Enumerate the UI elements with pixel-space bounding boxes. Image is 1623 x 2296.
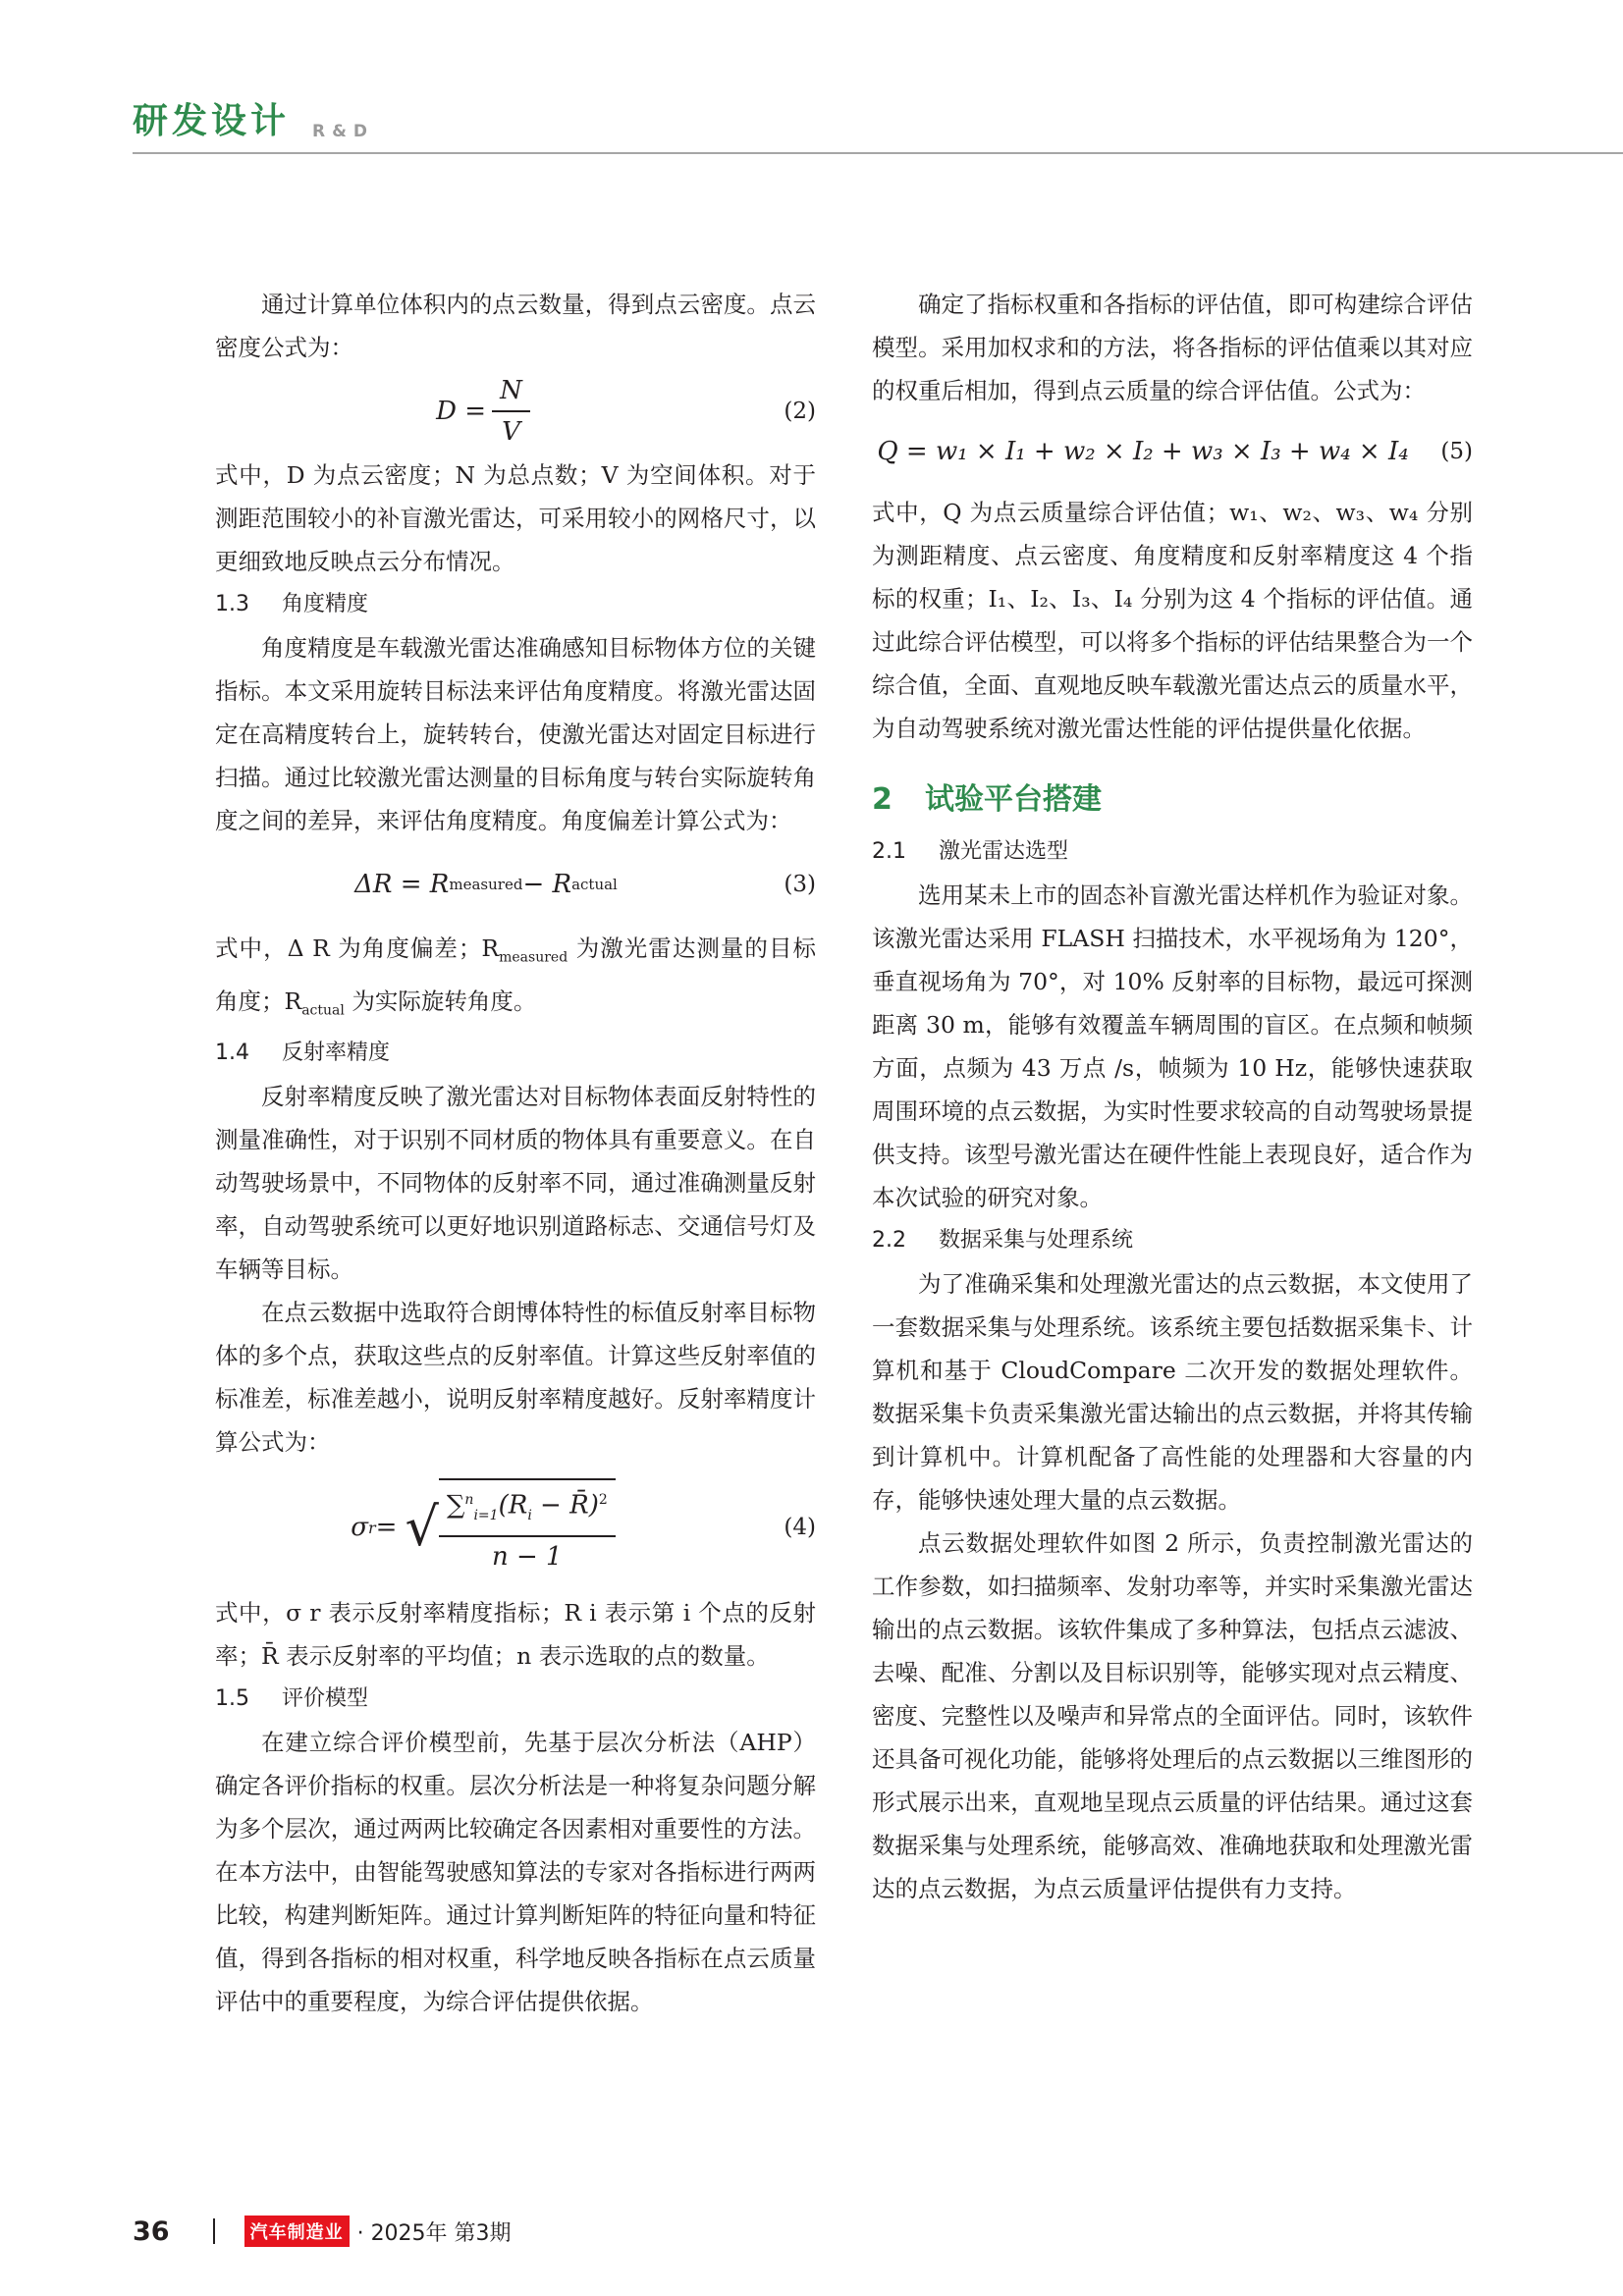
right-column (872, 283, 1473, 1910)
subsection-heading (215, 1678, 816, 1721)
paragraph: 通过计算单位体积内的点云数量，得到点云密度。点云密度公式为： (215, 291, 816, 361)
equation-number: (3) (784, 872, 816, 897)
sqrt-icon: √ (405, 1496, 439, 1559)
fraction-denominator: n − 1 (492, 1542, 563, 1573)
subsection-heading (872, 1219, 1473, 1262)
sum-lower: i=1 (473, 1508, 499, 1524)
section-heading-title: 试验平台搭建 (925, 782, 1102, 817)
section-title: 研发设计 (133, 101, 291, 141)
section-subtitle: R&D (312, 122, 375, 141)
page-footer (133, 2212, 512, 2251)
issue-label: · 2025年 第3期 (356, 2220, 512, 2246)
equation-subscript: r (367, 1518, 376, 1537)
paragraph: 确定了指标权重和各指标的评估值，即可构建综合评估模型。采用加权求和的方法，将各指标的评估值乘以其对应的权重后相加，得到点云质量的综合评估值。公式为： (872, 291, 1473, 404)
subsection-number: 1.3 (215, 592, 249, 616)
paragraph: 式中，σ r 表示反射率精度指标；R i 表示第 i 个点的反射率；R̄ 表示反射率的平均值；n 表示选取的点的数量。 (215, 1599, 816, 1671)
equation-lhs: D = (436, 397, 487, 426)
equation-body: Q = w₁ × I₁ + w₂ × I₂ + w₃ × I₃ + w₄ × I₄ (877, 437, 1409, 466)
subsection-number: 2.1 (872, 839, 906, 864)
fraction-denominator: V (502, 417, 520, 447)
section-heading (872, 770, 1473, 830)
equation-equals: = (375, 1513, 398, 1543)
equation-subscript: measured (449, 876, 523, 893)
subsection-number: 1.5 (215, 1686, 249, 1712)
header-rule (133, 152, 1623, 154)
text-run: 为实际旋转角度。 (344, 987, 537, 1015)
equation-subscript: actual (571, 876, 618, 893)
subsection-heading (872, 830, 1473, 874)
equation-3 (215, 842, 816, 927)
equation-fraction (439, 1478, 616, 1576)
page-number: 36 (133, 2216, 170, 2247)
subscript: actual (301, 1002, 345, 1019)
equation-term: (R (498, 1491, 528, 1522)
journal-logo: 汽车制造业 (244, 2216, 350, 2247)
subsection-heading (215, 1032, 816, 1075)
subsection-title: 角度精度 (282, 592, 369, 616)
paragraph (215, 927, 816, 1032)
subsection-title: 反射率精度 (282, 1041, 391, 1066)
sum-symbol: ∑ (446, 1491, 465, 1522)
subscript: measured (499, 949, 568, 966)
text-run: 为激光雷达测量的目标角度；R (215, 934, 816, 1015)
paragraph: 选用某未上市的固态补盲激光雷达样机作为验证对象。该激光雷达采用 FLASH 扫描技术，水平视场角为 120°，垂直视场角为 70°，对 10% 反射率的目标物，最远可探测距离 30 m，能够有效覆盖车辆周围的盲区。在点频和帧频方面，点频为 43 万点 /s，帧频为 10 Hz，能够快速获取周围环境的点云数据，为实时性要求较高的自动驾驶场景提供支持。该型号激光雷达在硬件性能上表现良好，适合作为本次试验的研究对象。 (872, 881, 1473, 1211)
equation-term: − R (522, 870, 572, 899)
subsection-number: 2.2 (872, 1228, 906, 1253)
sum-upper: n (464, 1492, 474, 1509)
paragraph: 点云数据处理软件如图 2 所示，负责控制激光雷达的工作参数，如扫描频率、发射功率等，并实时采集激光雷达输出的点云数据。该软件集成了多种算法，包括点云滤波、去噪、配准、分割以及目标识别等，能够实现对点云精度、密度、完整性以及噪声和异常点的全面评估。同时，该软件还具备可视化功能，能够将处理后的点云数据以三维图形的形式展示出来，直观地呈现点云质量的评估结果。通过这套数据采集与处理系统，能够高效、准确地获取和处理激光雷达的点云数据，为点云质量评估提供有力支持。 (872, 1529, 1473, 1902)
paragraph: 为了准确采集和处理激光雷达的点云数据，本文使用了一套数据采集与处理系统。该系统主要包括数据采集卡、计算机和基于 CloudCompare 二次开发的数据处理软件。数据采集卡负责采集激光雷达输出的点云数据，并将其传输到计算机中。计算机配备了高性能的处理器和大容量的内存，能够快速处理大量的点云数据。 (872, 1270, 1473, 1514)
paragraph: 反射率精度反映了激光雷达对目标物体表面反射特性的测量准确性，对于识别不同材质的物体具有重要意义。在自动驾驶场景中，不同物体的反射率不同，通过准确测量反射率，自动驾驶系统可以更好地识别道路标志、交通信号灯及车辆等目标。 (215, 1083, 816, 1284)
equation-4 (215, 1464, 816, 1591)
subsection-title: 激光雷达选型 (939, 839, 1069, 864)
fraction-numerator (439, 1480, 616, 1537)
paragraph: 在建立综合评价模型前，先基于层次分析法（AHP）确定各评价指标的权重。层次分析法是一种将复杂问题分解为多个层次，通过两两比较确定各因素相对重要性的方法。在本方法中，由智能驾驶感知算法的专家对各指标进行两两比较，构建判断矩阵。通过计算判断矩阵的特征向量和特征值，得到各指标的相对权重，科学地反映各指标在点云质量评估中的重要程度，为综合评估提供依据。 (215, 1729, 816, 2016)
equation-number: (2) (784, 399, 816, 424)
equation-lhs: ΔR = R (354, 870, 450, 899)
paragraph: 角度精度是车载激光雷达准确感知目标物体方位的关键指标。本文采用旋转目标法来评估角度精度。将激光雷达固定在高精度转台上，旋转转台，使激光雷达对固定目标进行扫描。通过比较激光雷达测量的目标角度与转台实际旋转角度之间的差异，来评估角度精度。角度偏差计算公式为： (215, 634, 816, 834)
equation-2 (215, 369, 816, 454)
fraction-numerator: N (492, 371, 530, 412)
equation-fraction (492, 371, 530, 452)
subsection-number: 1.4 (215, 1041, 249, 1066)
paragraph: 式中，Q 为点云质量综合评估值；w₁、w₂、w₃、w₄ 分别为测距精度、点云密度、角度精度和反射率精度这 4 个指标的权重；I₁、I₂、I₃、I₄ 分别为这 4 个指标的评估值。通过此综合评估模型，可以将多个指标的评估结果整合为一个综合值，全面、直观地反映车载激光雷达点云的质量水平，为自动驾驶系统对激光雷达性能的评估提供量化依据。 (872, 499, 1473, 742)
footer-divider (213, 2218, 215, 2244)
equation-number: (4) (784, 1515, 816, 1541)
left-column (215, 283, 816, 2023)
equation-subscript: i (527, 1508, 532, 1524)
equation-term: − R̄) (531, 1491, 599, 1522)
paragraph: 式中，D 为点云密度；N 为总点数；V 为空间体积。对于测距范围较小的补盲激光雷达，可采用较小的网格尺寸，以更细致地反映点云分布情况。 (215, 461, 816, 575)
section-number: 2 (872, 782, 893, 817)
paragraph: 在点云数据中选取符合朗博体特性的标值反射率目标物体的多个点，获取这些点的反射率值。计算这些反射率值的标准差，标准差越小，说明反射率精度越好。反射率精度计算公式为： (215, 1299, 816, 1457)
subsection-heading (215, 583, 816, 626)
text-run: 式中，Δ R 为角度偏差；R (215, 934, 500, 962)
subsection-title: 数据采集与处理系统 (939, 1228, 1134, 1253)
equation-number: (5) (1440, 439, 1473, 464)
equation-lhs: σ (351, 1513, 368, 1543)
equation-5 (872, 412, 1473, 491)
subsection-title: 评价模型 (282, 1686, 369, 1712)
equation-superscript: 2 (598, 1492, 608, 1509)
